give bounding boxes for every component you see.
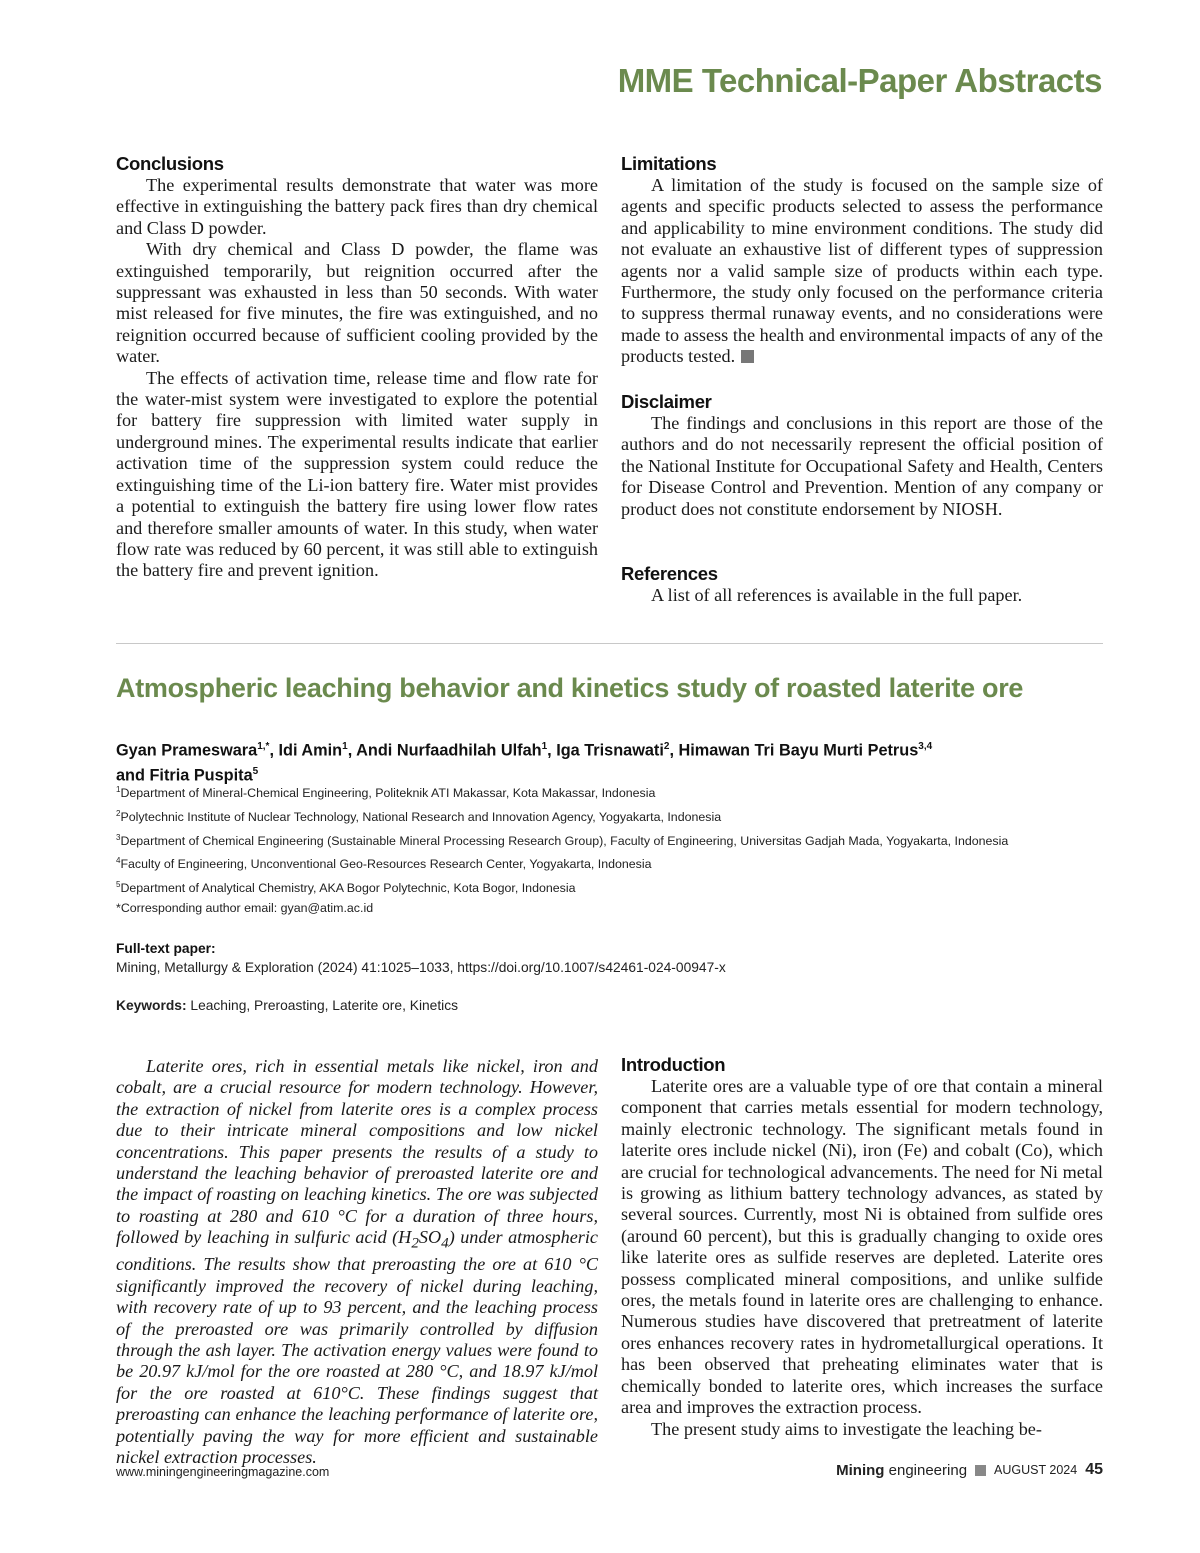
footer-right xyxy=(836,1461,1103,1479)
references-heading: References xyxy=(621,563,718,584)
affiliation-marker: 2 xyxy=(116,808,121,818)
affiliation-list xyxy=(116,780,1106,919)
introduction-section xyxy=(621,1054,1103,1440)
introduction-paragraph-2: The present study aims to investigate the leaching be- xyxy=(651,1418,1042,1439)
abstract-text-part1: Laterite ores, rich in essential metals like nickel, iron and cobalt, are a crucial resource for modern technology. However, the extraction of nickel from laterite ores is a complex process due to their intricate mineral compositions and low nickel concentrations. This paper presents the results of a study to understand the leaching behavior of preroasted laterite ore and the impact of roasting on leaching kinetics. The ore was subjected to roasting at 280 and 610 °C for a duration of three hours, followed by leaching in sulfuric acid (H xyxy=(116,1056,598,1248)
author-separator: , xyxy=(669,741,679,760)
abstract-text-part2: ) under atmospheric conditions. The results show that preroasting the ore at 610 °C significantly improved the recovery of nickel during leaching, with recovery rate of up to 93 percent, and the leaching process of the preroasted ore was primarily controlled by diffusion through the ash layer. The activation energy values were found to be 20.97 kJ/mol for the ore roasted at 280 °C, and 18.97 kJ/mol for the ore roasted at 610°C. These findings suggest that preroasting can enhance the leaching performance of laterite ore, potentially paving the way for more efficient and sustainable nickel extraction processes. xyxy=(116,1227,598,1467)
full-text-label: Full-text paper: xyxy=(116,941,216,956)
author-name: Fitria Puspita xyxy=(149,766,253,785)
disclaimer-section xyxy=(621,391,1103,520)
introduction-paragraph-1: Laterite ores are a valuable type of ore that contain a mineral component that carries metals essential for modern technology, mainly electronic technology. The significant metals found in laterite ores include nickel (Ni), iron (Fe) and cobalt (Co), which are crucial for technological advancements. The need for Ni metal is growing as lithium battery technology advances, as stated by several sources. Currently, most Ni is obtained from sulfide ores (around 60 percent), but this is gradually changing to oxide ores like laterite ores as sulfide reserves are depleted. Laterite ores possess complicated mineral compositions, and unlike sulfide ores, the metals found in laterite ores are challenging to enhance. Numerous studies have discovered that pretreatment of laterite ores enhances recovery rates in hydrometallurgical operations. It has been observed that preheating eliminates water that is chemically bonded to laterite ores, which increases the surface area and improves the extraction process. xyxy=(621,1076,1103,1418)
author-affiliation-marker: 1 xyxy=(541,741,548,752)
affiliation-text: Department of Chemical Engineering (Sustainable Mineral Processing Research Group), Faculty of Engineering, Universitas Gadjah Mada, Yogyakarta, Indonesia xyxy=(120,833,1009,848)
limitations-heading: Limitations xyxy=(621,153,717,174)
page-footer xyxy=(116,1461,1103,1483)
keywords-list: Leaching, Preroasting, Laterite ore, Kinetics xyxy=(190,998,459,1013)
affiliation-item xyxy=(116,780,1106,804)
limitations-text: A limitation of the study is focused on the sample size of agents and specific products selected to assess the performance and applicability to mine environment conditions. The study did not evaluate an exhaustive list of different types of suppression agents nor a valid sample size of products within each type. Furthermore, the study only focused on the performance criteria to suppress thermal runaway events, and no considerations were made to assess the health and environmental impacts of any of the products tested. xyxy=(621,175,1103,367)
affiliation-text: Faculty of Engineering, Unconventional Geo-Resources Research Center, Yogyakarta, Indonesia xyxy=(120,857,652,872)
section-header-title: MME Technical-Paper Abstracts xyxy=(617,62,1102,99)
magazine-url[interactable]: www.miningengineeringmagazine.com xyxy=(116,1465,330,1479)
affiliation-marker: 3 xyxy=(116,832,121,842)
affiliation-marker: 4 xyxy=(116,856,121,866)
introduction-heading: Introduction xyxy=(621,1054,726,1075)
author-affiliation-marker: 2 xyxy=(663,741,670,752)
affiliation-marker: 5 xyxy=(116,880,121,890)
abstract-paragraph xyxy=(116,1056,598,1468)
references-section xyxy=(621,563,1103,606)
limitations-section xyxy=(621,153,1103,368)
author-name: Iga Trisnawati xyxy=(556,741,664,760)
formula-subscript: 4 xyxy=(441,1234,449,1252)
magazine-name-light: engineering xyxy=(884,1461,968,1479)
corresponding-author: *Corresponding author email: gyan@atim.ac.id xyxy=(116,901,374,916)
abstract-section xyxy=(116,1056,598,1468)
author-affiliation-marker: 1 xyxy=(342,741,348,752)
keywords-label: Keywords: xyxy=(116,998,187,1013)
page-number: 45 xyxy=(1085,1461,1103,1478)
formula-subscript: 2 xyxy=(411,1234,419,1252)
disclaimer-heading: Disclaimer xyxy=(621,391,712,412)
conclusions-heading: Conclusions xyxy=(116,153,224,174)
section-divider xyxy=(116,643,1103,644)
author-name: Idi Amin xyxy=(278,741,343,760)
author-name: Himawan Tri Bayu Murti Petrus xyxy=(678,741,919,760)
article-title: Atmospheric leaching behavior and kinetics study of roasted laterite ore xyxy=(116,673,1024,703)
conclusions-section xyxy=(116,153,598,582)
keywords-block xyxy=(116,996,1106,1015)
formula-text: SO xyxy=(418,1227,442,1248)
author-affiliation-marker: 3,4 xyxy=(918,741,933,752)
affiliation-marker: 1 xyxy=(116,785,121,794)
affiliation-text: Department of Analytical Chemistry, AKA Bogor Polytechnic, Kota Bogor, Indonesia xyxy=(120,881,576,896)
magazine-name xyxy=(836,1462,967,1479)
affiliation-item xyxy=(116,804,1106,828)
affiliation-item xyxy=(116,851,1106,875)
conclusions-paragraph-2: With dry chemical and Class D powder, the flame was extinguished temporarily, but reignition occurred after the suppressant was exhausted in less than 50 seconds. With water mist released for five minutes, the fire was extinguished, and no reignition occurred because of sufficient cooling provided by the water. xyxy=(116,239,598,367)
author-separator: , xyxy=(547,741,557,760)
affiliation-item xyxy=(116,828,1106,852)
conclusions-paragraph-1: The experimental results demonstrate that water was more effective in extinguishing the battery pack fires than dry chemical and Class D powder. xyxy=(116,175,598,238)
full-text-citation[interactable]: Mining, Metallurgy & Exploration (2024) 41:1025–1033, https://doi.org/10.1007/s42461-024-00947-x xyxy=(116,960,726,975)
disclaimer-paragraph: The findings and conclusions in this report are those of the authors and do not necessarily represent the official position of the National Institute for Occupational Safety and Health, Centers for Disease Control and Prevention. Mention of any company or product does not constitute endorsement by NIOSH. xyxy=(621,413,1103,519)
full-text-paper-block xyxy=(116,939,1106,977)
footer-separator-square-icon xyxy=(975,1465,986,1476)
conclusions-paragraph-3: The effects of activation time, release time and flow rate for the water-mist system were investigated to explore the potential for battery fire suppression with limited water supply in underground mines. The experimental results indicate that earlier activation time of the suppression system could reduce the extinguishing time of the Li-ion battery fire. Water mist provides a potential to extinguish the battery fire using lower flow rates and therefore smaller amounts of water. In this study, when water flow rate was reduced by 60 percent, it was still able to extinguish the battery fire and prevent ignition. xyxy=(116,367,598,581)
author-name: Andi Nurfaadhilah Ulfah xyxy=(356,741,542,760)
affiliation-text: Polytechnic Institute of Nuclear Technology, National Research and Innovation Agency, Yogyakarta, Indonesia xyxy=(120,809,722,824)
end-of-article-square-icon xyxy=(741,350,754,363)
author-separator: , xyxy=(269,741,279,760)
author-affiliation-marker: 1,* xyxy=(257,741,270,752)
affiliation-text: Department of Mineral-Chemical Engineering, Politeknik ATI Makassar, Kota Makassar, Indonesia xyxy=(120,786,656,801)
author-affiliation-marker: 5 xyxy=(252,766,259,778)
author-and: and xyxy=(116,766,150,785)
limitations-paragraph xyxy=(621,175,1103,368)
author-name: Gyan Prameswara xyxy=(116,741,258,760)
magazine-name-bold: Mining xyxy=(836,1461,885,1479)
affiliation-item xyxy=(116,875,1106,899)
issue-date: AUGUST 2024 xyxy=(994,1463,1078,1477)
author-separator: , xyxy=(347,741,357,760)
references-paragraph: A list of all references is available in the full paper. xyxy=(651,585,1023,605)
